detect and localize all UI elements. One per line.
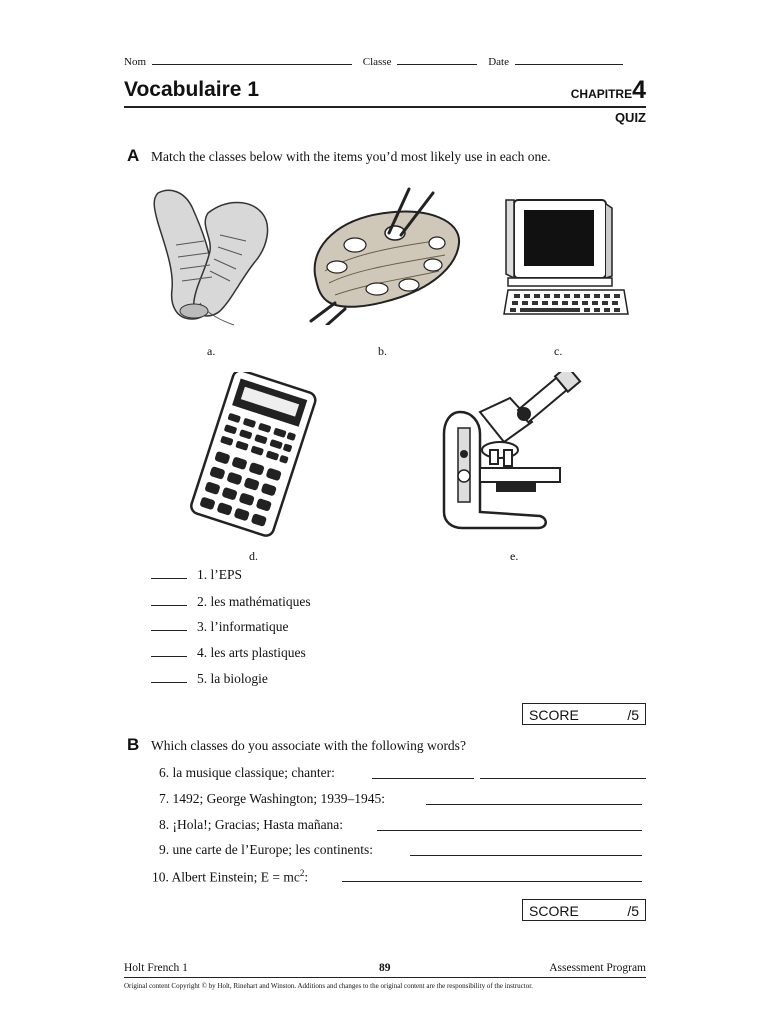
item-text: les mathématiques [210, 594, 311, 609]
item-text: ¡Hola!; Gracias; Hasta mañana: [172, 817, 344, 832]
item-text: la musique classique; chanter: [172, 765, 335, 780]
item-number: 3. [197, 619, 208, 634]
score-max: /5 [627, 903, 639, 919]
nom-blank[interactable] [152, 54, 352, 65]
item-number: 4. [197, 645, 208, 660]
answer-line[interactable] [342, 881, 642, 882]
answer-line[interactable] [480, 778, 646, 779]
quiz-label: QUIZ [614, 110, 646, 125]
item-text: une carte de l’Europe; les continents: [172, 842, 374, 857]
section-b-instruction: Which classes do you associate with the following words? [151, 738, 466, 753]
question-item [159, 765, 335, 781]
score-label: SCORE [529, 903, 579, 919]
page-title: Vocabulaire 1 [124, 78, 260, 101]
item-number: 1. [197, 567, 208, 582]
footer-rule [124, 977, 646, 978]
calculator-icon [188, 372, 318, 537]
chapitre-label: CHAPITRE [570, 87, 633, 101]
question-item [159, 842, 373, 858]
page-number: 89 [379, 962, 391, 974]
image-label-d: d. [249, 549, 258, 563]
footer-right: Assessment Program [549, 962, 646, 974]
matching-item [151, 594, 311, 610]
item-number: 5. [197, 671, 208, 686]
item-text: 1492; George Washington; 1939–1945: [172, 791, 386, 806]
matching-item [151, 619, 288, 635]
question-item [152, 868, 308, 886]
image-label-e: e. [510, 549, 519, 563]
answer-blank[interactable] [151, 645, 187, 657]
score-max: /5 [627, 707, 639, 723]
score-label: SCORE [529, 707, 579, 723]
copyright-notice: Original content Copyright © by Holt, Rinehart and Winston. Additions and changes to the original content are the responsibility of the instructor. [124, 982, 533, 990]
computer-icon [500, 190, 635, 320]
classe-label: Classe [362, 56, 392, 68]
superscript: 2 [299, 868, 305, 878]
classe-blank[interactable] [397, 54, 477, 65]
score-box-b [522, 899, 646, 921]
matching-item [151, 645, 306, 661]
answer-line[interactable] [377, 830, 642, 831]
section-b-letter: B [127, 735, 140, 754]
item-number: 2. [197, 594, 208, 609]
item-number: 6. [159, 765, 170, 780]
chapter-heading [571, 78, 646, 103]
answer-blank[interactable] [151, 619, 187, 631]
answer-line[interactable] [426, 804, 642, 805]
answer-blank[interactable] [151, 594, 187, 606]
item-number: 9. [159, 842, 170, 857]
date-label: Date [488, 56, 509, 68]
name-class-date-line [124, 54, 631, 68]
image-label-a: a. [207, 344, 216, 358]
section-a-letter: A [127, 146, 140, 165]
item-text: Albert Einstein; E = mc [171, 869, 300, 885]
answer-line[interactable] [410, 855, 642, 856]
item-number: 7. [159, 791, 170, 806]
item-number: 10. [152, 869, 169, 885]
title-rule [124, 106, 646, 108]
footer-left: Holt French 1 [124, 962, 188, 974]
answer-blank[interactable] [151, 671, 187, 683]
item-text: la biologie [210, 671, 268, 686]
image-label-c: c. [554, 344, 563, 358]
answer-blank[interactable] [151, 567, 187, 579]
nom-label: Nom [124, 56, 146, 68]
item-number: 8. [159, 817, 170, 832]
item-text: l’EPS [210, 567, 243, 582]
matching-item [151, 671, 268, 687]
paint-palette-icon [305, 185, 465, 325]
date-blank[interactable] [515, 54, 623, 65]
matching-item [151, 567, 242, 583]
item-text: l’informatique [210, 619, 289, 634]
question-item [159, 817, 343, 833]
answer-line[interactable] [372, 778, 474, 779]
item-text: les arts plastiques [210, 645, 306, 660]
score-box-a [522, 703, 646, 725]
image-label-b: b. [378, 344, 387, 358]
sneakers-icon [150, 185, 275, 330]
chapitre-number: 4 [632, 76, 646, 104]
item-text-tail: : [304, 869, 309, 885]
question-item [159, 791, 385, 807]
microscope-icon [440, 372, 590, 532]
section-a-instruction: Match the classes below with the items you’d most likely use in each one. [151, 149, 551, 164]
